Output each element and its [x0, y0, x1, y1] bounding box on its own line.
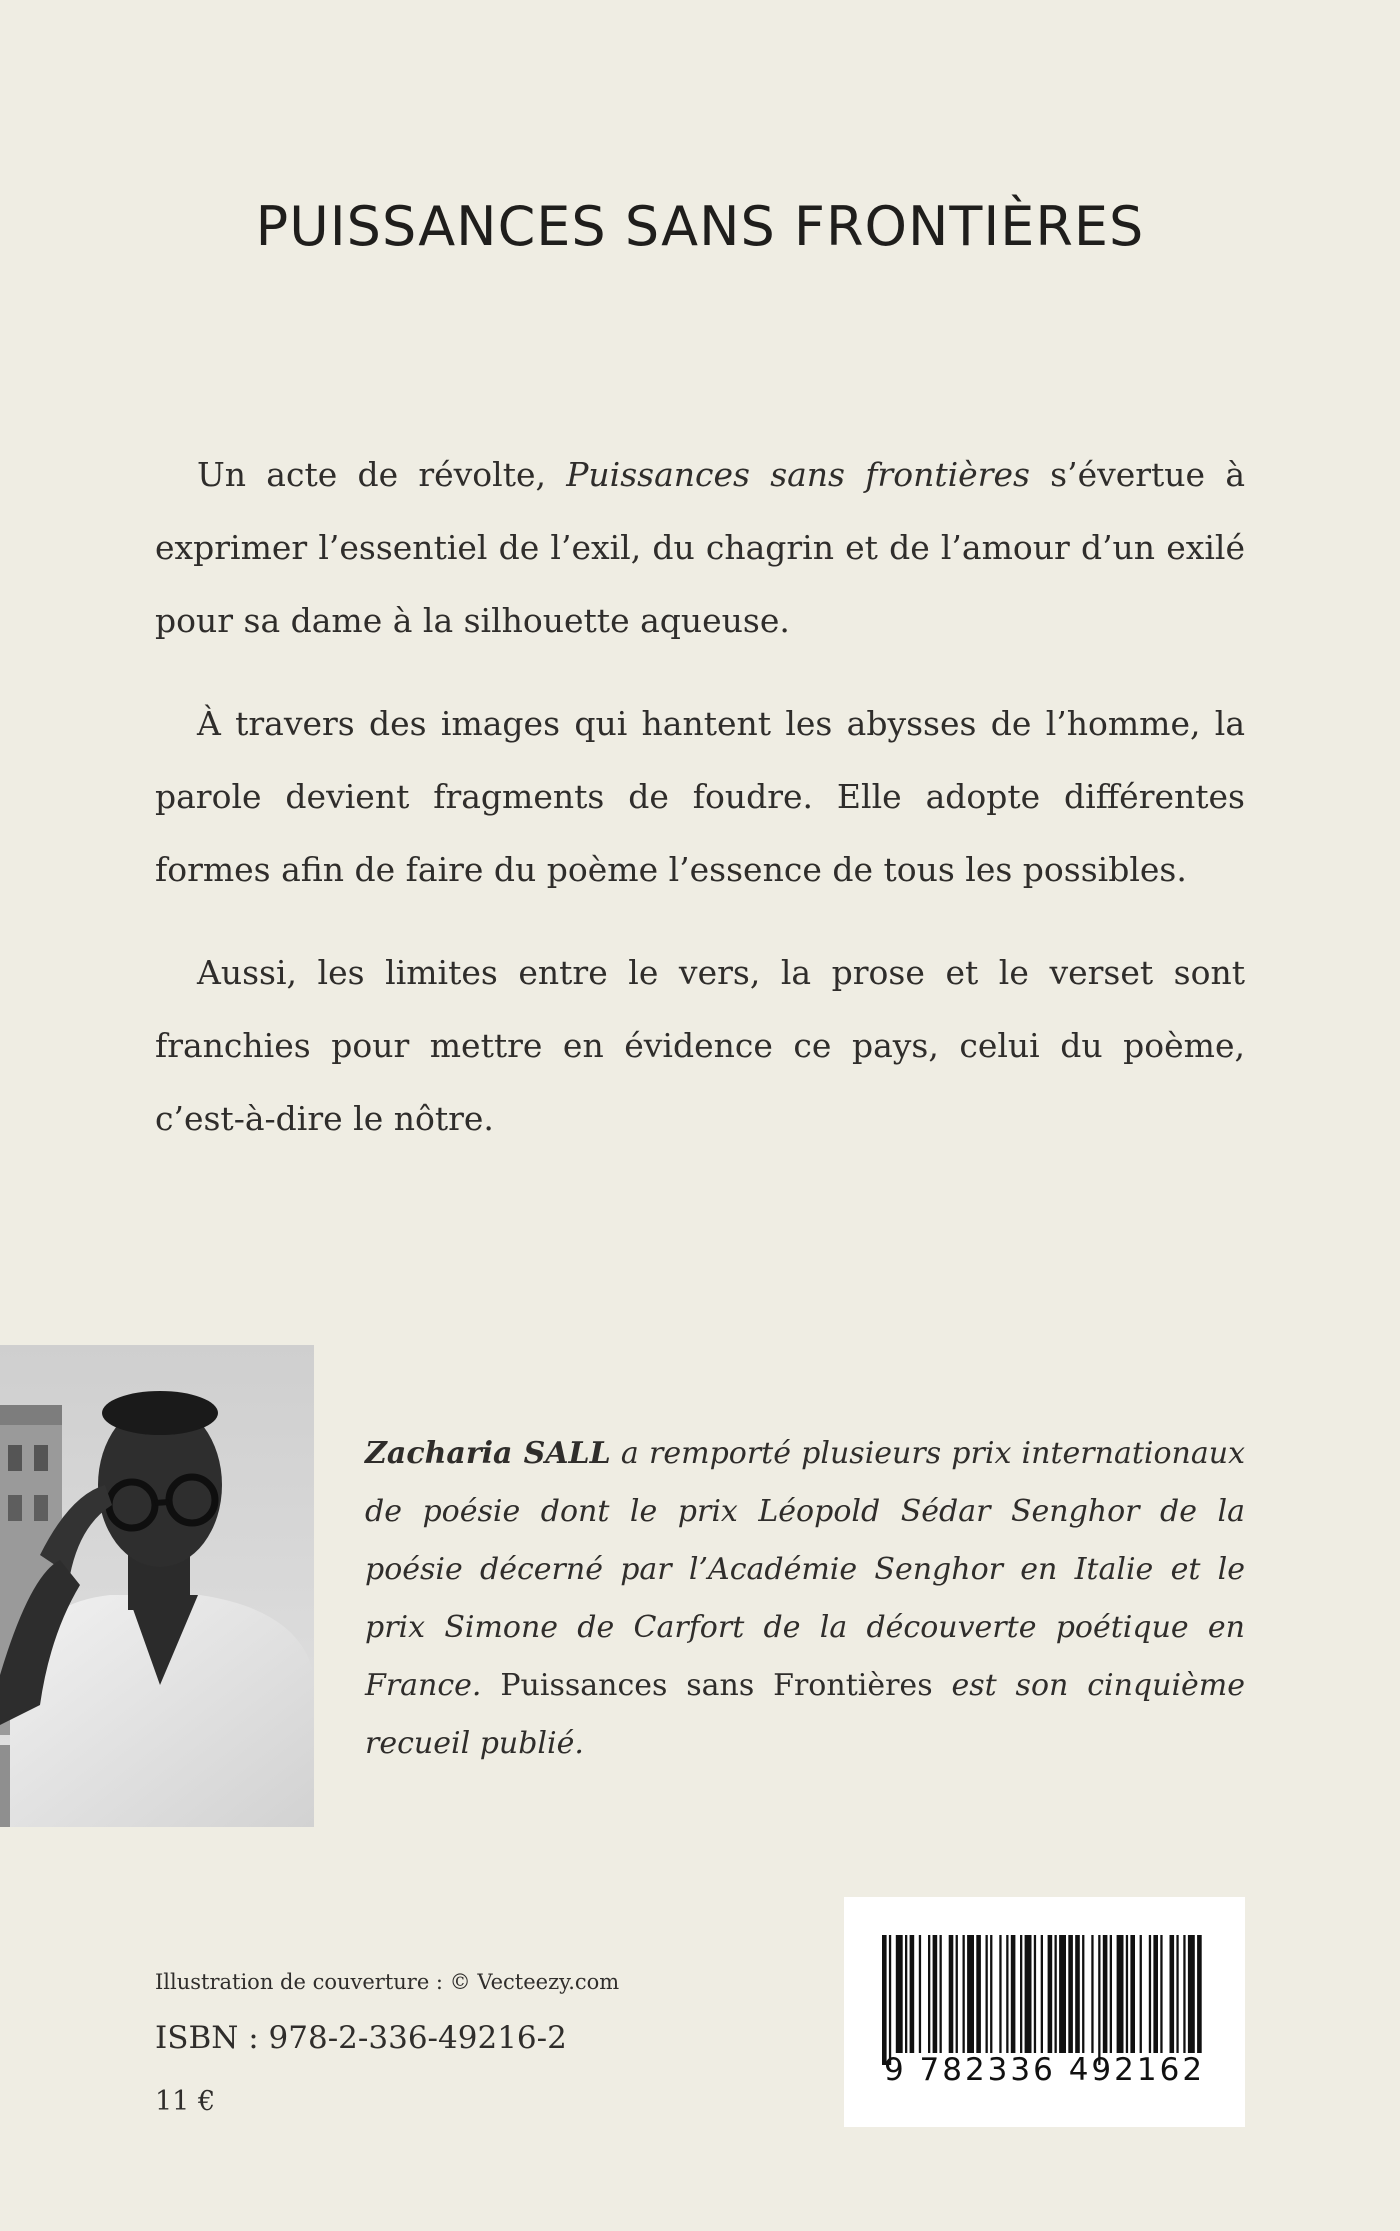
barcode-bar: [940, 1935, 942, 2053]
author-bio-end: est son cinquième recueil publié.: [365, 1668, 1246, 1761]
publishing-credits: [155, 1970, 619, 2117]
barcode-bar: [1153, 1935, 1158, 2053]
barcode-bar: [990, 1935, 992, 2053]
barcode-bar: [896, 1935, 903, 2053]
barcode-bar: [949, 1935, 954, 2053]
blurb-p1-end: s’évertue à exprimer l’essentiel de l’exil, du chagrin et de l’amour d’un exilé pour sa dame à la silhouette aqueuse.: [155, 455, 1245, 640]
barcode-bar: [1170, 1935, 1175, 2053]
barcode-bar: [1011, 1935, 1016, 2053]
barcode-bar: [1110, 1935, 1112, 2053]
barcode-bar: [1149, 1935, 1151, 2053]
barcode-bar: [1183, 1935, 1185, 2053]
barcode-bar: [1068, 1935, 1073, 2053]
barcode-bar: [889, 1935, 891, 2065]
barcode-bar: [1176, 1935, 1178, 2053]
barcode-bar: [928, 1935, 930, 2053]
barcode-bar: [1091, 1935, 1093, 2053]
barcode-bar: [1075, 1935, 1080, 2053]
author-name: Zacharia SALL: [365, 1436, 611, 1471]
blurb-p1-start: Un acte de révolte,: [197, 455, 567, 494]
barcode-bar: [1025, 1935, 1032, 2053]
blurb-paragraph-2: À travers des images qui hantent les abysses de l’homme, la parole devient fragments de foudre. Elle adopte différentes formes afin de faire du poème l’essence de tous les possibles.: [155, 704, 1245, 889]
barcode-bar: [882, 1935, 887, 2065]
price: 11 €: [155, 2086, 216, 2117]
barcode-bar: [1098, 1935, 1100, 2065]
barcode-bar: [1082, 1935, 1084, 2053]
barcode-bars-icon: [844, 1897, 1245, 2127]
book-title: PUISSANCES SANS FRONTIÈRES: [255, 195, 1145, 258]
barcode-bar: [1006, 1935, 1008, 2053]
barcode-bar: [986, 1935, 988, 2053]
barcode-bar: [976, 1935, 981, 2053]
author-bio: [365, 1425, 1245, 1773]
barcode-bar: [1041, 1935, 1043, 2053]
barcode-bar: [933, 1935, 938, 2053]
barcode-bar: [1059, 1935, 1066, 2053]
author-photo: [0, 1345, 314, 1827]
blurb-paragraph-3: Aussi, les limites entre le vers, la prose et le verset sont franchies pour mettre en évidence ce pays, celui du poème, c’est-à-dire le nôtre.: [155, 953, 1245, 1138]
blurb-title-italic: Puissances sans frontières: [566, 455, 1030, 494]
back-cover-blurb: [155, 438, 1245, 1185]
barcode-bar: [963, 1935, 965, 2053]
book-title-mention: Puissances sans Frontières: [481, 1668, 933, 1703]
blurb-paragraph-1: [155, 438, 1245, 657]
illustration-credit: Illustration de couverture : © Vecteezy.com: [155, 1970, 620, 1994]
barcode-bar: [1020, 1935, 1022, 2053]
barcode-bar: [956, 1935, 958, 2053]
barcode-bar: [1160, 1935, 1162, 2053]
barcode-bar: [999, 1935, 1001, 2053]
barcode-bar: [1140, 1935, 1142, 2053]
barcode-bar: [1048, 1935, 1053, 2053]
barcode-bar: [905, 1935, 907, 2053]
barcode-bar: [967, 1935, 974, 2053]
author-portrait-icon: [0, 1345, 314, 1827]
barcode-bar: [1034, 1935, 1036, 2053]
barcode-bar: [1188, 1935, 1195, 2053]
barcode: [844, 1897, 1245, 2127]
barcode-digits: 9 782336 492162: [883, 2052, 1206, 2088]
barcode-bar: [1055, 1935, 1057, 2053]
author-bio-text: a remporté plusieurs prix internationaux de poésie dont le prix Léopold Sédar Senghor de la poésie décerné par l’Académie Senghor en Italie et le prix Simone de Carfort de la découverte poétique en France.: [365, 1436, 1245, 1703]
barcode-bar: [910, 1935, 915, 2053]
barcode-bar: [1126, 1935, 1128, 2053]
barcode-bar: [919, 1935, 921, 2053]
barcode-bar: [1117, 1935, 1124, 2053]
barcode-bar: [1103, 1935, 1108, 2053]
isbn: ISBN : 978-2-336-49216-2: [155, 2020, 567, 2056]
barcode-bar: [1130, 1935, 1135, 2053]
barcode-bar: [1197, 1935, 1202, 2053]
